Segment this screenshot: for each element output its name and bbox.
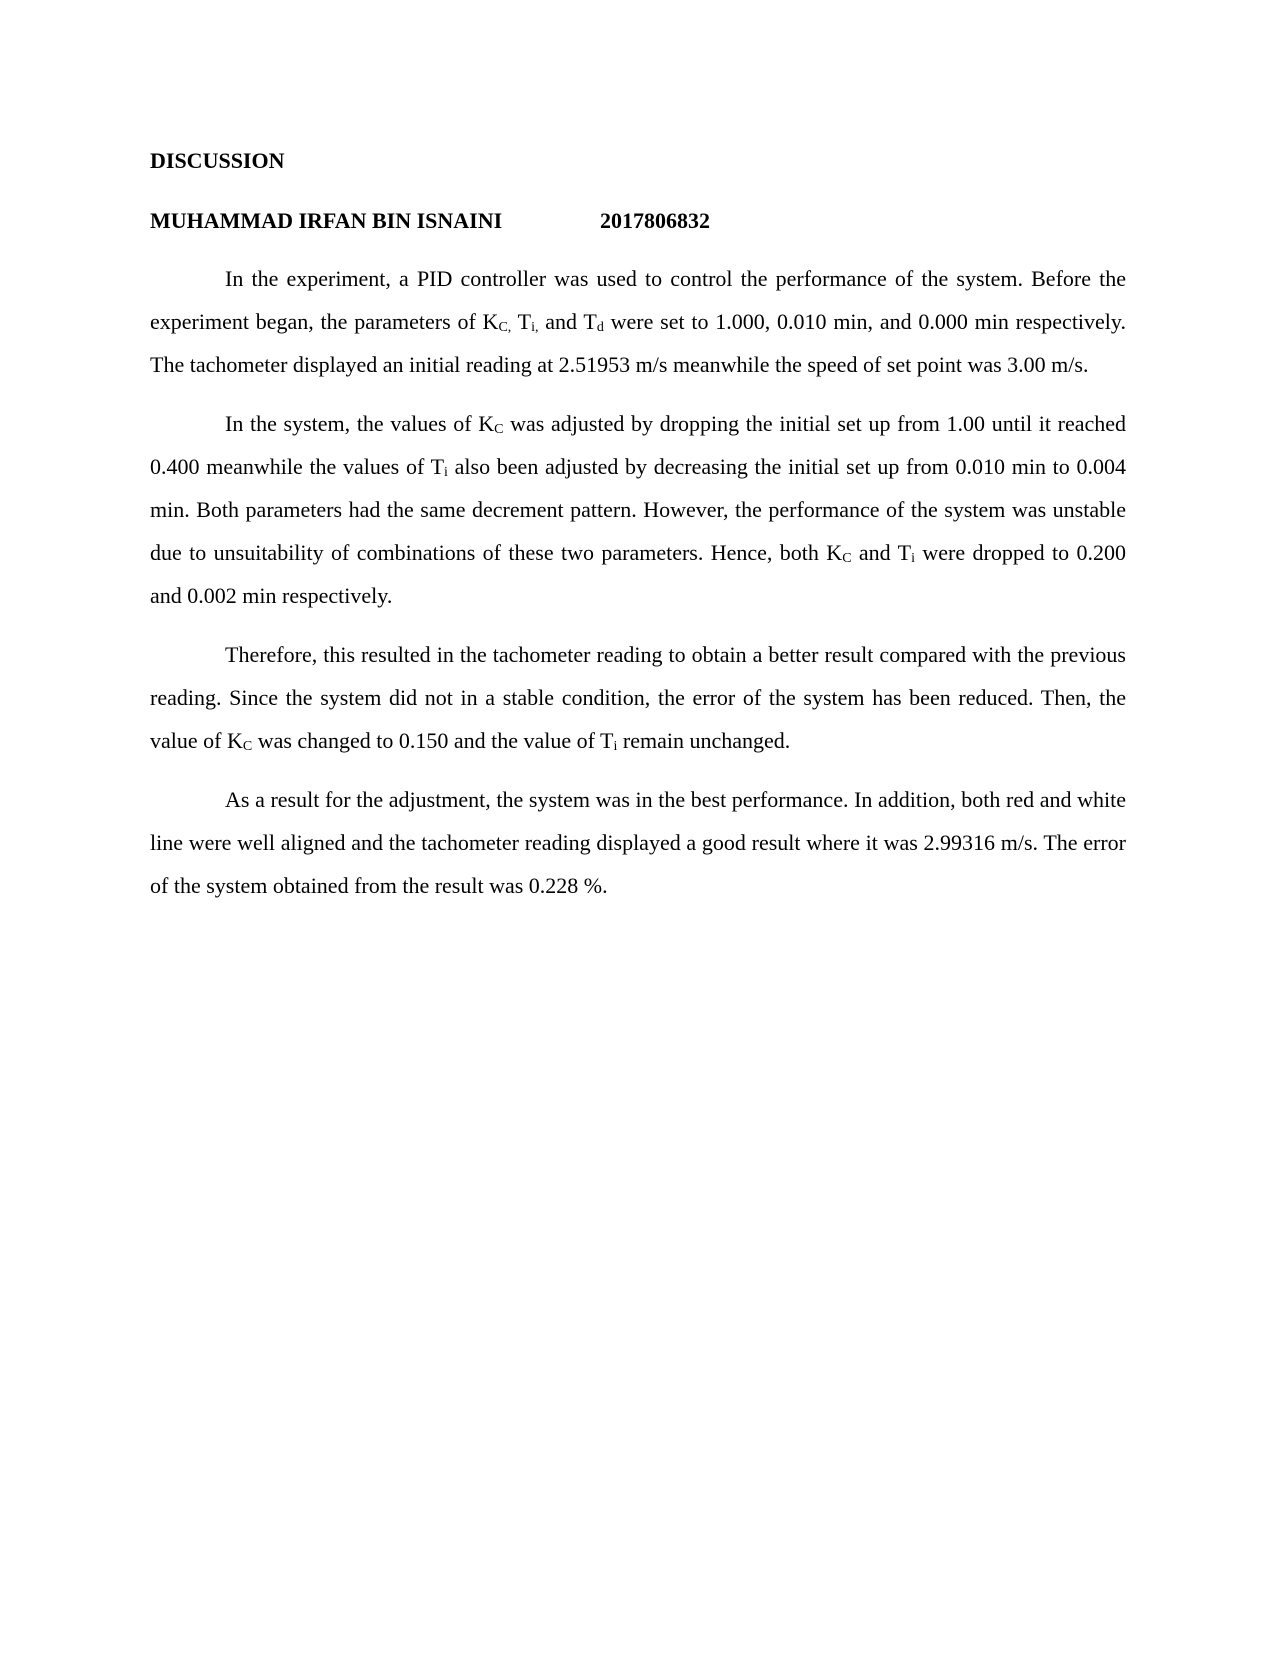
text-run: was changed to 0.150 and the value of T <box>252 728 614 753</box>
student-id: 2017806832 <box>600 208 710 233</box>
text-run: In the system, the values of K <box>225 411 495 436</box>
text-run: Therefore, this resulted in the tachometer reading to obtain a better result compared with the previous reading. Since the system did not in a stable condition, the error of the system has been reduced. Then, the value of K <box>150 642 1126 753</box>
subscript: i <box>911 551 915 566</box>
text-run: T <box>511 309 532 334</box>
paragraph-2 <box>150 402 1126 617</box>
section-heading: DISCUSSION <box>150 148 285 173</box>
paragraph-1 <box>150 257 1126 386</box>
text-run: and T <box>538 309 597 334</box>
subscript: d <box>596 320 604 335</box>
subscript: C <box>842 551 852 566</box>
subscript: i <box>444 465 448 480</box>
text-run: remain unchanged. <box>617 728 791 753</box>
subscript: i, <box>531 320 539 335</box>
text-run: also been adjusted by decreasing the initial set up from 0.010 min to 0.004 min. Both parameters had the same decrement pattern. However, the performance of the system was unstable due to unsuitability of combinations of these two parameters. Hence, both K <box>150 454 1126 565</box>
text-run: was adjusted by dropping the initial set up from 1.00 until it reached 0.400 meanwhile the values of T <box>150 411 1127 479</box>
text-run: In the experiment, a PID controller was used to control the performance of the system. Before the experiment began, the parameters of K <box>150 266 1126 334</box>
author-name: MUHAMMAD IRFAN BIN ISNAINI <box>150 208 503 233</box>
text-run: As a result for the adjustment, the system was in the best performance. In addition, both red and white line were well aligned and the tachometer reading displayed a good result where it was 2.99316 m/s. The error of the system obtained from the result was 0.228 %. <box>150 787 1126 898</box>
subscript: i <box>613 739 618 754</box>
text-run: and T <box>851 540 912 565</box>
document-page <box>150 148 1126 907</box>
subscript: C <box>494 422 504 437</box>
subscript: C, <box>498 320 512 335</box>
subscript: C <box>242 739 253 754</box>
text-run: were set to 1.000, 0.010 min, and 0.000 min respectively. The tachometer displayed an initial reading at 2.51953 m/s meanwhile the speed of set point was 3.00 m/s. <box>150 309 1126 377</box>
paragraph-4 <box>150 778 1126 907</box>
paragraph-3 <box>150 633 1126 762</box>
text-run: were dropped to 0.200 and 0.002 min respectively. <box>150 540 1126 608</box>
author-line <box>150 208 1126 234</box>
